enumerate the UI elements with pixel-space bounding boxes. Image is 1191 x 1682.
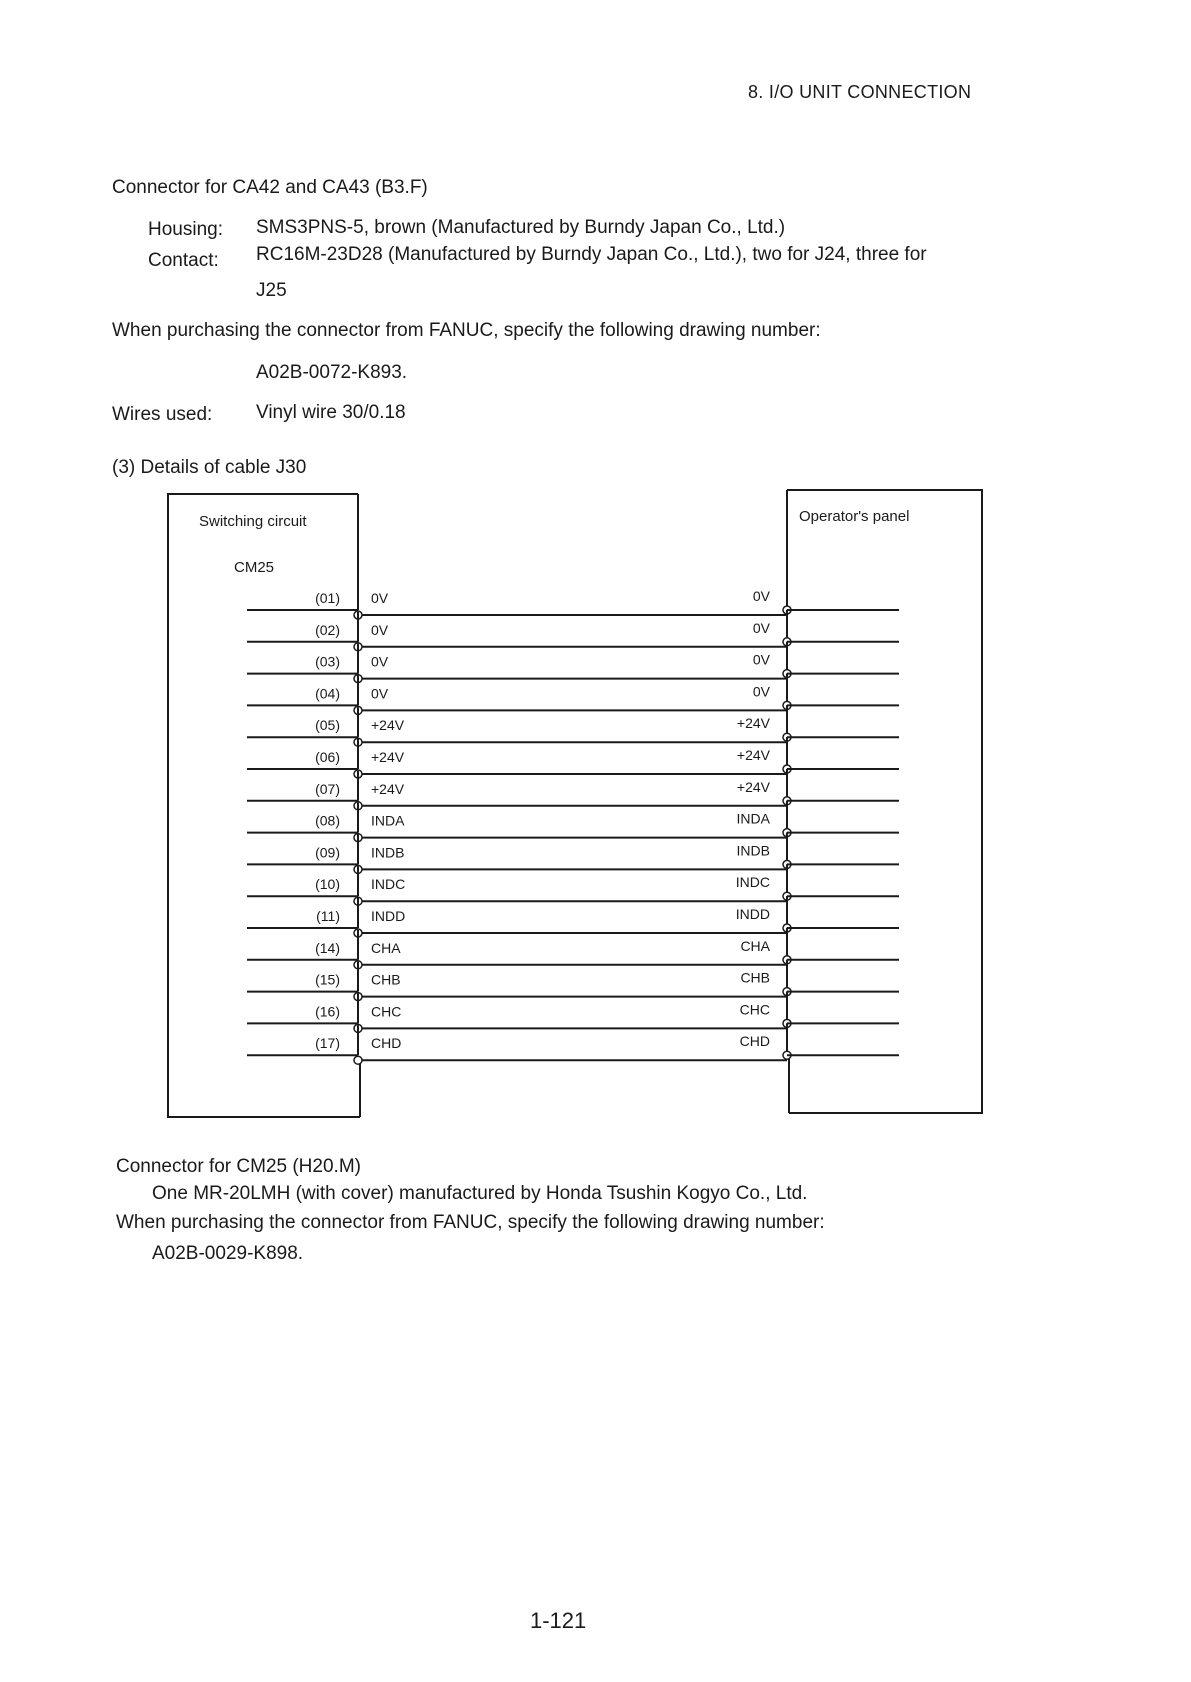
contact-value: RC16M-23D28 (Manufactured by Burndy Japan Co., Ltd.), two for J24, three for [256,244,927,265]
right-signal-label: CHC [739,1001,770,1018]
left-signal-label: CHB [371,971,401,988]
pin-label: (04) [315,685,340,702]
pin-label: (03) [315,653,340,670]
left-signal-label: INDC [371,876,406,893]
right-signal-label: 0V [752,619,770,636]
left-signal-label: CHD [371,1035,402,1052]
section-title: (3) Details of cable J30 [112,457,307,478]
pin-label: (15) [315,971,340,988]
left-signal-label: 0V [371,590,389,606]
left-connector-pin [354,1056,362,1064]
page-number: 1-121 [530,1608,587,1633]
left-signal-label: CHC [371,1003,402,1020]
contact-value-continued: J25 [256,280,287,301]
right-signal-label: 0V [752,588,770,604]
cm25-description: One MR-20LMH (with cover) manufactured by Honda Tsushin Kogyo Co., Ltd. [152,1183,808,1204]
left-signal-label: +24V [371,749,405,765]
pin-label: (06) [315,749,340,765]
right-signal-label: 0V [752,683,770,700]
right-signal-label: +24V [736,778,770,795]
left-signal-label: 0V [371,685,389,702]
left-signal-label: 0V [371,621,389,638]
pin-label: (09) [315,844,340,861]
right-signal-label: +24V [736,747,770,763]
cm25-purchase-note: When purchasing the connector from FANUC, specify the following drawing number: [116,1212,825,1233]
pin-label: (10) [315,876,340,893]
right-box-title: Operator's panel [799,508,910,525]
pin-label: (01) [315,590,340,606]
pin-label: (05) [315,717,340,734]
right-signal-label: CHD [739,1033,770,1050]
left-box-title: Switching circuit [199,513,307,530]
pin-label: (14) [315,939,340,956]
right-signal-label: CHB [740,969,770,986]
right-signal-label: +24V [736,715,770,732]
left-signal-label: +24V [371,717,405,734]
left-signal-label: INDB [371,844,405,861]
contact-label: Contact: [148,250,219,271]
housing-label: Housing: [148,219,223,240]
page-header: 8. I/O UNIT CONNECTION [748,82,972,102]
cm25-drawing-number: A02B-0029-K898. [152,1243,304,1264]
left-signal-label: INDD [371,908,406,924]
right-signal-label: INDC [735,874,770,891]
pin-label: (11) [316,908,340,924]
right-signal-label: INDB [736,842,770,859]
left-connector-label: CM25 [234,559,275,576]
pin-label: (16) [315,1003,340,1020]
wires-label: Wires used: [112,404,213,425]
ca42-purchase-note: When purchasing the connector from FANUC, specify the following drawing number: [112,320,821,341]
housing-value: SMS3PNS-5, brown (Manufactured by Burndy Japan Co., Ltd.) [256,217,786,238]
cm25-connector-title: Connector for CM25 (H20.M) [116,1156,361,1177]
right-signal-label: CHA [740,937,770,954]
right-signal-label: 0V [752,651,770,668]
ca42-connector-title: Connector for CA42 and CA43 (B3.F) [112,177,428,198]
wires-value: Vinyl wire 30/0.18 [256,402,406,423]
left-signal-label: INDA [371,812,405,829]
left-signal-label: CHA [371,939,401,956]
right-signal-label: INDA [736,810,770,827]
pin-label: (17) [315,1035,340,1052]
pin-label: (02) [315,621,340,638]
pin-label: (08) [315,812,340,829]
pin-label: (07) [315,780,340,797]
ca42-drawing-number: A02B-0072-K893. [256,362,408,383]
left-signal-label: +24V [371,780,405,797]
left-signal-label: 0V [371,653,389,670]
right-signal-label: INDD [735,906,770,922]
